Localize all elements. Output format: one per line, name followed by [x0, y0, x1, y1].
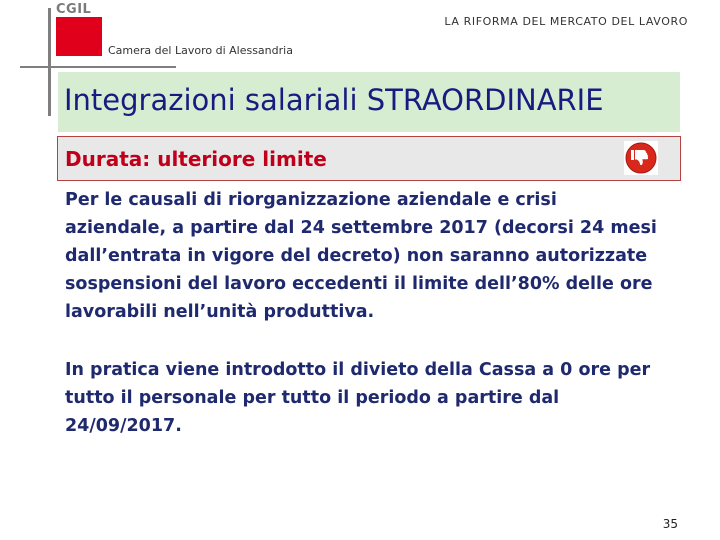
paragraph-2-line: tutto il personale per tutto il periodo a partire dal: [65, 388, 560, 408]
paragraph-2: [65, 356, 650, 440]
slide-title: Integrazioni salariali STRAORDINARIE: [64, 83, 604, 117]
paragraph-1: [65, 186, 657, 326]
organization-name: Camera del Lavoro di Alessandria: [108, 44, 293, 57]
cgil-logo: [56, 4, 102, 56]
paragraph-1-line: dall’entrata in vigore del decreto) non saranno autorizzate: [65, 246, 648, 266]
decorative-vertical-line: [48, 8, 51, 116]
deck-title: LA RIFORMA DEL MERCATO DEL LAVORO: [444, 15, 688, 28]
paragraph-2-line: 24/09/2017.: [65, 416, 182, 436]
logo-red-block: [56, 17, 102, 56]
paragraph-1-line: lavorabili nell’unità produttiva.: [65, 302, 375, 322]
title-banner: [58, 72, 680, 132]
decorative-horizontal-line: [20, 66, 176, 68]
paragraph-1-line: aziendale, a partire dal 24 settembre 2017 (decorsi 24 mesi: [65, 218, 657, 238]
subtitle-banner: [57, 136, 681, 181]
logo-text: CGIL: [56, 2, 92, 17]
page-number: 35: [662, 517, 678, 531]
paragraph-2-line: In pratica viene introdotto il divieto della Cassa a 0 ore per: [65, 360, 651, 380]
paragraph-1-line: sospensioni del lavoro eccedenti il limite dell’80% delle ore: [65, 274, 653, 294]
thumbs-down-icon: [624, 141, 658, 175]
slide-subtitle: Durata: ulteriore limite: [65, 147, 327, 171]
paragraph-1-line: Per le causali di riorganizzazione aziendale e crisi: [65, 190, 557, 210]
